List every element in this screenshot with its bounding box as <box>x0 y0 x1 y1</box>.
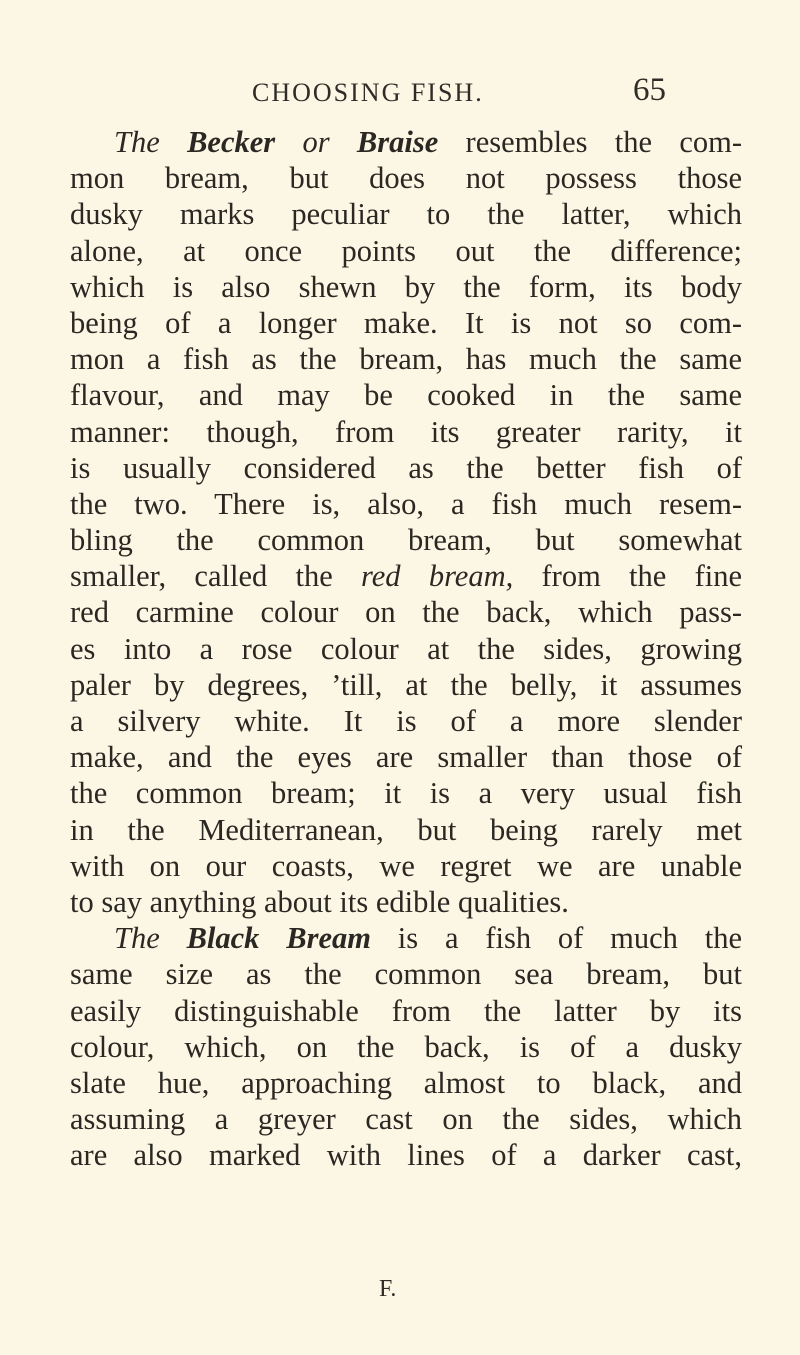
running-head <box>0 72 800 118</box>
text-line: easily distinguishable from the latter by its <box>70 993 742 1028</box>
text-line: mon a fish as the bream, has much the same <box>70 342 742 377</box>
paragraph-2-line-1 <box>70 920 742 956</box>
fish-name-red-bream: red bream, <box>361 559 514 594</box>
text-line: the common bream; it is a very usual fish <box>70 776 742 811</box>
line-text: resembles the com- <box>438 125 743 159</box>
lead-the: The <box>114 921 160 956</box>
text-line: bling the common bream, but somewhat <box>70 523 742 558</box>
running-title: CHOOSING FISH. <box>252 78 484 107</box>
text-line: a silvery white. It is of a more slender <box>70 704 742 738</box>
text-line: to say anything about its edible qualities. <box>70 884 569 919</box>
fish-name-black-bream: Black Bream <box>186 921 371 956</box>
fish-name-braise: Braise <box>356 125 439 159</box>
signature-mark: F. <box>379 1276 397 1302</box>
text-line: red carmine colour on the back, which pass- <box>70 595 742 630</box>
text-line: dusky marks peculiar to the latter, which <box>70 197 742 232</box>
body-text <box>70 124 742 1173</box>
text-line: which is also shewn by the form, its body <box>70 269 742 304</box>
text-line: alone, at once points out the difference; <box>70 233 742 268</box>
text-line: make, and the eyes are smaller than those of <box>70 740 742 775</box>
line-text: is a fish of much the <box>370 921 742 956</box>
line-text: from the fine <box>513 559 743 594</box>
line-text: smaller, called the <box>70 559 362 594</box>
lead-or: or <box>302 125 330 159</box>
lead-the: The <box>114 125 160 159</box>
text-line: the two. There is, also, a fish much resem- <box>70 486 742 521</box>
text-line: paler by degrees, ’till, at the belly, it assumes <box>70 667 742 702</box>
text-line: slate hue, approaching almost to black, and <box>70 1065 742 1100</box>
text-line: flavour, and may be cooked in the same <box>70 378 742 413</box>
text-line: colour, which, on the back, is of a dusky <box>70 1029 742 1064</box>
text-line: assuming a greyer cast on the sides, which <box>70 1102 742 1137</box>
text-line: in the Mediterranean, but being rarely met <box>70 812 742 847</box>
text-line: same size as the common sea bream, but <box>70 957 742 992</box>
text-line: being of a longer make. It is not so com- <box>70 305 742 340</box>
page-number: 65 <box>633 72 666 108</box>
text-line: mon bream, but does not possess those <box>70 161 742 196</box>
text-line: with on our coasts, we regret we are unable <box>70 848 742 883</box>
text-line: is usually considered as the better fish of <box>70 450 742 485</box>
paragraph-1-line-1 <box>70 124 742 160</box>
fish-name-becker: Becker <box>187 125 276 159</box>
text-line: manner: though, from its greater rarity, it <box>70 414 742 449</box>
text-line-red-bream <box>70 558 742 594</box>
text-line: are also marked with lines of a darker cast, <box>70 1138 742 1173</box>
text-line: es into a rose colour at the sides, growing <box>70 631 742 666</box>
